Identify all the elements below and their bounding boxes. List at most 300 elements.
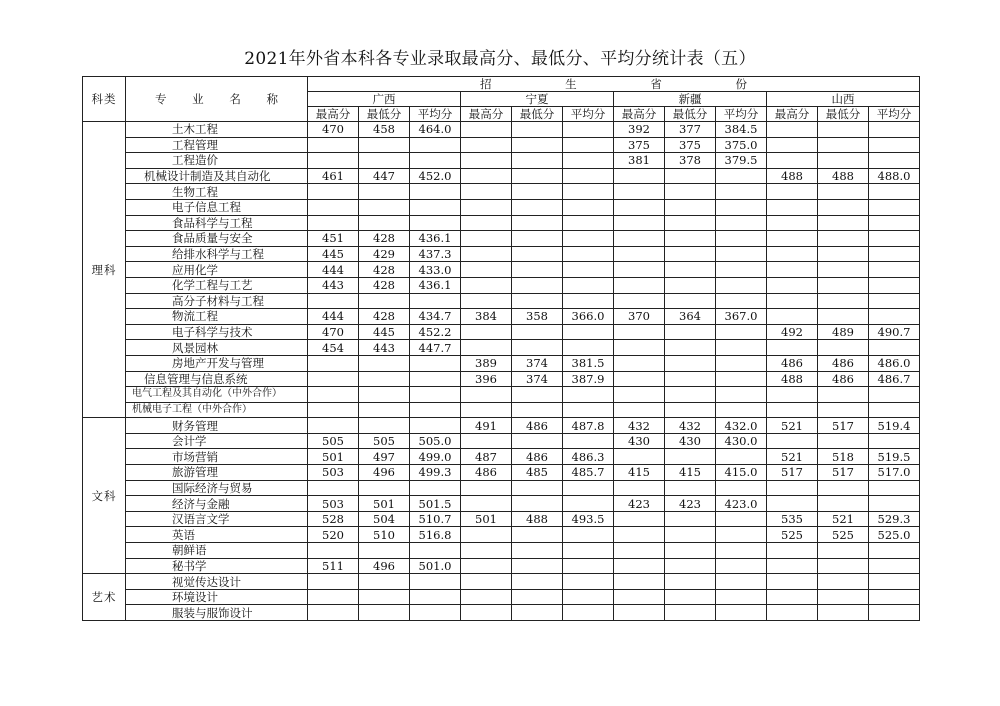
score-cell: [461, 122, 512, 138]
score-cell: 423: [665, 496, 716, 512]
score-cell: [359, 355, 410, 371]
score-cell: [818, 480, 869, 496]
major-cell: 物流工程: [126, 309, 308, 325]
score-cell: 489: [818, 324, 869, 340]
major-cell: 旅游管理: [126, 465, 308, 481]
score-cell: [665, 543, 716, 559]
score-cell: [665, 355, 716, 371]
score-cell: [563, 246, 614, 262]
score-cell: [563, 527, 614, 543]
score-cell: [512, 153, 563, 169]
score-cell: [716, 277, 767, 293]
score-cell: [359, 293, 410, 309]
score-cell: 486: [512, 449, 563, 465]
score-cell: [410, 402, 461, 418]
score-cell: [665, 589, 716, 605]
category-cell: 文科: [83, 418, 126, 574]
score-cell: [614, 324, 665, 340]
score-cell: 505: [359, 433, 410, 449]
score-cell: 529.3: [869, 511, 920, 527]
score-cell: [767, 589, 818, 605]
score-cell: 505: [308, 433, 359, 449]
score-cell: 501: [359, 496, 410, 512]
score-cell: [869, 231, 920, 247]
score-cell: [818, 122, 869, 138]
score-cell: 381: [614, 153, 665, 169]
score-cell: [614, 574, 665, 590]
score-cell: [563, 262, 614, 278]
score-cell: [308, 387, 359, 403]
score-cell: 367.0: [716, 309, 767, 325]
score-cell: [818, 496, 869, 512]
score-cell: [308, 137, 359, 153]
score-cell: [665, 371, 716, 387]
score-cell: [461, 262, 512, 278]
score-cell: 505.0: [410, 433, 461, 449]
table-row: [83, 527, 920, 543]
score-cell: [614, 199, 665, 215]
score-cell: [818, 231, 869, 247]
metric-header: 最高分: [767, 107, 818, 122]
score-cell: [716, 324, 767, 340]
score-cell: [665, 262, 716, 278]
score-cell: 434.7: [410, 309, 461, 325]
table-row: [83, 543, 920, 559]
score-cell: 389: [461, 355, 512, 371]
score-cell: [716, 215, 767, 231]
score-cell: [716, 480, 767, 496]
score-cell: [512, 574, 563, 590]
major-cell: 电子信息工程: [126, 199, 308, 215]
score-cell: [308, 418, 359, 434]
score-cell: [461, 589, 512, 605]
score-cell: 375.0: [716, 137, 767, 153]
score-cell: [716, 449, 767, 465]
table-row: [83, 340, 920, 356]
score-cell: 511: [308, 558, 359, 574]
score-cell: [512, 402, 563, 418]
score-cell: 497: [359, 449, 410, 465]
score-cell: [869, 262, 920, 278]
table-row: [83, 387, 920, 403]
score-cell: [716, 387, 767, 403]
score-cell: [563, 574, 614, 590]
score-cell: [359, 402, 410, 418]
score-cell: [818, 293, 869, 309]
score-cell: [308, 184, 359, 200]
score-cell: [359, 153, 410, 169]
score-cell: [410, 418, 461, 434]
score-cell: [767, 122, 818, 138]
score-cell: [359, 199, 410, 215]
score-cell: [563, 153, 614, 169]
major-cell: 给排水科学与工程: [126, 246, 308, 262]
major-cell: 高分子材料与工程: [126, 293, 308, 309]
score-cell: [767, 293, 818, 309]
table-row: [83, 168, 920, 184]
score-cell: [869, 184, 920, 200]
major-cell: 信息管理与信息系统: [126, 371, 308, 387]
score-cell: 454: [308, 340, 359, 356]
score-cell: 517: [818, 465, 869, 481]
score-cell: [614, 215, 665, 231]
score-cell: [869, 480, 920, 496]
score-cell: [665, 511, 716, 527]
major-header-label: 专 业 名 称: [155, 92, 278, 106]
score-cell: [614, 543, 665, 559]
score-cell: [716, 246, 767, 262]
score-cell: [410, 371, 461, 387]
score-cell: 461: [308, 168, 359, 184]
score-cell: 428: [359, 231, 410, 247]
score-cell: 423.0: [716, 496, 767, 512]
score-cell: 491: [461, 418, 512, 434]
major-cell: 视觉传达设计: [126, 574, 308, 590]
score-cell: [563, 558, 614, 574]
table-row: [83, 433, 920, 449]
score-cell: 370: [614, 309, 665, 325]
score-cell: [410, 589, 461, 605]
score-cell: [767, 309, 818, 325]
score-cell: 517.0: [869, 465, 920, 481]
score-cell: [767, 231, 818, 247]
score-cell: [818, 543, 869, 559]
score-cell: [614, 293, 665, 309]
score-cell: [614, 402, 665, 418]
score-cell: 444: [308, 309, 359, 325]
score-cell: [665, 480, 716, 496]
score-cell: [461, 137, 512, 153]
table-row: [83, 418, 920, 434]
score-cell: 428: [359, 277, 410, 293]
score-cell: [818, 340, 869, 356]
metric-header: 最高分: [308, 107, 359, 122]
table-row: [83, 215, 920, 231]
score-cell: [614, 246, 665, 262]
score-cell: [461, 168, 512, 184]
score-cell: [716, 543, 767, 559]
score-cell: [767, 605, 818, 621]
score-cell: [512, 496, 563, 512]
score-cell: 447: [359, 168, 410, 184]
score-cell: [716, 293, 767, 309]
score-cell: 452.2: [410, 324, 461, 340]
score-cell: [614, 355, 665, 371]
major-cell: 生物工程: [126, 184, 308, 200]
major-cell: 会计学: [126, 433, 308, 449]
score-cell: [716, 340, 767, 356]
score-cell: [716, 402, 767, 418]
score-cell: [869, 293, 920, 309]
score-cell: [512, 558, 563, 574]
score-cell: [767, 153, 818, 169]
table-row: [83, 496, 920, 512]
score-cell: [512, 184, 563, 200]
score-cell: [869, 402, 920, 418]
score-cell: [308, 355, 359, 371]
score-cell: [512, 543, 563, 559]
score-cell: 374: [512, 371, 563, 387]
province-header: 宁夏: [461, 92, 614, 107]
score-cell: [614, 184, 665, 200]
score-cell: [359, 418, 410, 434]
score-cell: [818, 184, 869, 200]
score-cell: 432.0: [716, 418, 767, 434]
score-cell: 487.8: [563, 418, 614, 434]
major-cell: 机械设计制造及其自动化: [126, 168, 308, 184]
score-cell: 521: [767, 418, 818, 434]
score-cell: 423: [614, 496, 665, 512]
score-cell: 496: [359, 465, 410, 481]
score-cell: 443: [308, 277, 359, 293]
score-cell: [461, 433, 512, 449]
score-cell: 525.0: [869, 527, 920, 543]
score-cell: 501: [308, 449, 359, 465]
table-row: [83, 511, 920, 527]
table-row: [83, 122, 920, 138]
table-row: [83, 574, 920, 590]
province-header: 广西: [308, 92, 461, 107]
category-cell: 艺术: [83, 574, 126, 621]
score-cell: 519.5: [869, 449, 920, 465]
score-cell: 510: [359, 527, 410, 543]
table-row: [83, 449, 920, 465]
score-cell: [512, 262, 563, 278]
score-cell: [818, 589, 869, 605]
score-cell: [818, 215, 869, 231]
score-cell: [767, 199, 818, 215]
score-cell: 517: [767, 465, 818, 481]
score-cell: [716, 527, 767, 543]
score-cell: 415.0: [716, 465, 767, 481]
score-cell: 437.3: [410, 246, 461, 262]
score-cell: [869, 277, 920, 293]
major-cell: 电气工程及其自动化（中外合作）: [126, 387, 308, 403]
score-cell: [716, 262, 767, 278]
recruit-province-header: [308, 77, 920, 92]
score-cell: 521: [767, 449, 818, 465]
score-cell: 443: [359, 340, 410, 356]
score-cell: 501.5: [410, 496, 461, 512]
metric-header: 最低分: [818, 107, 869, 122]
score-cell: [614, 511, 665, 527]
score-cell: [767, 387, 818, 403]
score-cell: [818, 387, 869, 403]
score-cell: 396: [461, 371, 512, 387]
score-cell: [614, 480, 665, 496]
score-cell: [308, 153, 359, 169]
score-cell: [716, 355, 767, 371]
score-cell: [308, 589, 359, 605]
score-cell: 375: [614, 137, 665, 153]
score-cell: [767, 262, 818, 278]
score-cell: [818, 574, 869, 590]
score-cell: 430: [614, 433, 665, 449]
score-cell: 366.0: [563, 309, 614, 325]
score-cell: [869, 543, 920, 559]
score-cell: [563, 480, 614, 496]
score-cell: [512, 277, 563, 293]
score-cell: [563, 199, 614, 215]
score-cell: [614, 387, 665, 403]
score-cell: [767, 137, 818, 153]
score-cell: 517: [818, 418, 869, 434]
score-cell: 364: [665, 309, 716, 325]
score-cell: 519.4: [869, 418, 920, 434]
score-cell: [461, 558, 512, 574]
score-cell: [767, 277, 818, 293]
score-cell: 436.1: [410, 277, 461, 293]
score-cell: [512, 137, 563, 153]
metric-header: 平均分: [410, 107, 461, 122]
score-cell: 503: [308, 465, 359, 481]
major-cell: 工程管理: [126, 137, 308, 153]
table-row: [83, 480, 920, 496]
score-cell: 378: [665, 153, 716, 169]
score-cell: [512, 246, 563, 262]
score-cell: [359, 574, 410, 590]
score-cell: 387.9: [563, 371, 614, 387]
score-cell: [359, 480, 410, 496]
major-cell: 服装与服饰设计: [126, 605, 308, 621]
major-cell: 食品质量与安全: [126, 231, 308, 247]
score-cell: [716, 231, 767, 247]
score-cell: [716, 558, 767, 574]
score-cell: [359, 605, 410, 621]
score-cell: [308, 293, 359, 309]
score-cell: 375: [665, 137, 716, 153]
score-cell: 525: [767, 527, 818, 543]
score-cell: 486: [818, 355, 869, 371]
score-cell: 518: [818, 449, 869, 465]
page-title: 2021年外省本科各专业录取最高分、最低分、平均分统计表（五）: [244, 49, 756, 69]
score-cell: [665, 527, 716, 543]
score-cell: [716, 371, 767, 387]
score-cell: [716, 184, 767, 200]
score-cell: [818, 137, 869, 153]
score-cell: [716, 589, 767, 605]
score-cell: 486.0: [869, 355, 920, 371]
score-cell: [461, 527, 512, 543]
score-cell: [512, 387, 563, 403]
score-cell: [563, 122, 614, 138]
score-cell: [563, 402, 614, 418]
score-cell: [461, 199, 512, 215]
score-cell: [563, 387, 614, 403]
metric-header: 平均分: [869, 107, 920, 122]
score-cell: 488.0: [869, 168, 920, 184]
score-cell: [665, 246, 716, 262]
score-cell: [869, 589, 920, 605]
score-cell: [665, 558, 716, 574]
score-cell: [665, 574, 716, 590]
score-cell: [767, 184, 818, 200]
score-cell: [512, 215, 563, 231]
score-cell: [767, 480, 818, 496]
score-cell: [461, 231, 512, 247]
score-cell: [563, 293, 614, 309]
major-cell: 国际经济与贸易: [126, 480, 308, 496]
score-cell: [308, 605, 359, 621]
score-cell: 496: [359, 558, 410, 574]
table-row: [83, 184, 920, 200]
score-cell: [410, 215, 461, 231]
score-cell: 464.0: [410, 122, 461, 138]
major-cell: 财务管理: [126, 418, 308, 434]
score-cell: [665, 277, 716, 293]
score-cell: 487: [461, 449, 512, 465]
score-cell: [512, 122, 563, 138]
category-cell: 理科: [83, 122, 126, 418]
score-cell: [665, 387, 716, 403]
major-cell: 市场营销: [126, 449, 308, 465]
score-cell: [665, 340, 716, 356]
score-cell: 488: [767, 168, 818, 184]
score-cell: 485: [512, 465, 563, 481]
score-cell: 520: [308, 527, 359, 543]
score-cell: [818, 558, 869, 574]
score-cell: [665, 231, 716, 247]
score-cell: [869, 574, 920, 590]
score-cell: 493.5: [563, 511, 614, 527]
score-cell: [614, 371, 665, 387]
score-cell: 458: [359, 122, 410, 138]
score-cell: [614, 277, 665, 293]
score-cell: [869, 309, 920, 325]
major-cell: 朝鲜语: [126, 543, 308, 559]
score-cell: [410, 355, 461, 371]
major-cell: 食品科学与工程: [126, 215, 308, 231]
score-cell: 436.1: [410, 231, 461, 247]
table-row: [83, 309, 920, 325]
score-cell: [359, 137, 410, 153]
score-cell: 451: [308, 231, 359, 247]
metric-header: 平均分: [716, 107, 767, 122]
score-cell: [665, 293, 716, 309]
score-cell: 501.0: [410, 558, 461, 574]
score-cell: [869, 496, 920, 512]
score-cell: [461, 153, 512, 169]
province-header: 新疆: [614, 92, 767, 107]
score-cell: [461, 402, 512, 418]
score-cell: [869, 433, 920, 449]
score-cell: [512, 605, 563, 621]
table-row: [83, 293, 920, 309]
table-row: [83, 371, 920, 387]
score-cell: 528: [308, 511, 359, 527]
score-cell: [614, 558, 665, 574]
metric-header: 最低分: [512, 107, 563, 122]
score-cell: 358: [512, 309, 563, 325]
score-cell: [563, 496, 614, 512]
score-cell: 432: [665, 418, 716, 434]
recruit-province-label: 招 生 省 份: [480, 77, 747, 91]
score-cell: [461, 324, 512, 340]
score-cell: [869, 199, 920, 215]
score-cell: 433.0: [410, 262, 461, 278]
score-cell: 488: [512, 511, 563, 527]
score-cell: [563, 215, 614, 231]
score-cell: 486.7: [869, 371, 920, 387]
score-cell: [869, 137, 920, 153]
major-cell: 化学工程与工艺: [126, 277, 308, 293]
score-cell: [869, 387, 920, 403]
score-cell: [461, 184, 512, 200]
table-row: [83, 153, 920, 169]
score-cell: [359, 543, 410, 559]
score-cell: [461, 340, 512, 356]
header-row-recruit: [83, 77, 920, 92]
